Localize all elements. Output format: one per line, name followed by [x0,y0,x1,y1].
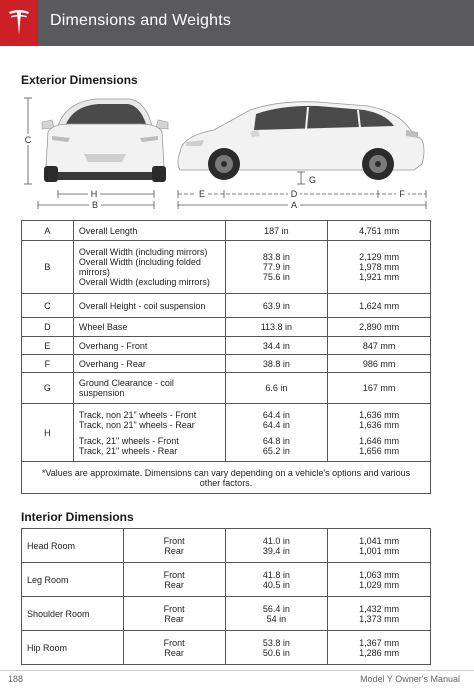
row-position: Front Rear [123,563,225,597]
row-description: Overhang - Front [73,337,225,355]
row-millimeters: 1,367 mm 1,286 mm [328,631,431,665]
row-inches: 113.8 in [225,318,328,337]
label-A: A [290,200,298,210]
row-name: Shoulder Room [22,597,124,631]
table-row [22,355,431,373]
row-inches: 63.9 in [225,294,328,318]
row-description: Ground Clearance - coil suspension [73,373,225,404]
row-inches: 41.0 in 39.4 in [225,529,328,563]
row-letter: F [22,355,74,373]
row-letter: B [22,241,74,294]
label-H: H [90,189,98,199]
row-description: Overall Height - coil suspension [73,294,225,318]
row-name: Head Room [22,529,124,563]
label-B: B [91,200,99,210]
clearance-dimension-marker [297,172,316,185]
exterior-section-title: Exterior Dimensions [21,73,138,87]
exterior-dimensions-table [21,220,431,494]
table-row [22,241,431,294]
page-header [0,0,474,46]
label-F: F [399,189,405,199]
label-C: C [24,135,32,145]
table-row [22,294,431,318]
row-millimeters: 1,041 mm 1,001 mm [328,529,431,563]
row-millimeters: 167 mm [328,373,431,404]
table-row [22,563,431,597]
label-D: D [290,189,298,199]
row-letter: G [22,373,74,404]
interior-dimensions-table [21,528,431,665]
height-dimension-marker [23,98,33,184]
row-name: Leg Room [22,563,124,597]
label-E: E [198,189,206,199]
row-letter: A [22,221,74,241]
manual-name: Model Y Owner's Manual [360,674,460,684]
row-inches: 64.4 in 64.4 in 64.8 in 65.2 in [225,404,328,462]
table-row [22,529,431,563]
row-millimeters: 2,129 mm 1,978 mm 1,921 mm [328,241,431,294]
table-row [22,221,431,241]
row-description: Overall Length [73,221,225,241]
page-title: Dimensions and Weights [50,12,232,29]
footer-divider [0,670,474,671]
row-position: Front Rear [123,529,225,563]
row-description: Overhang - Rear [73,355,225,373]
row-inches: 6.6 in [225,373,328,404]
row-millimeters: 986 mm [328,355,431,373]
row-millimeters: 1,636 mm 1,636 mm 1,646 mm 1,656 mm [328,404,431,462]
row-inches: 41.8 in 40.5 in [225,563,328,597]
row-letter: D [22,318,74,337]
row-inches: 53.8 in 50.6 in [225,631,328,665]
table-row [22,597,431,631]
row-name: Hip Room [22,631,124,665]
row-millimeters: 4,751 mm [328,221,431,241]
row-letter: C [22,294,74,318]
row-inches: 34.4 in [225,337,328,355]
row-millimeters: 2,890 mm [328,318,431,337]
table-row [22,337,431,355]
page-number: 188 [8,674,24,684]
label-G: G [309,175,317,185]
length-dimension-markers [178,189,426,210]
row-description: Track, non 21" wheels - Front Track, non 21" wheels - Rear Track, 21" wheels - Front Track, 21" wheels - Rear [73,404,225,462]
exterior-dimensions-diagram [18,92,438,214]
row-millimeters: 1,624 mm [328,294,431,318]
row-inches: 56.4 in 54 in [225,597,328,631]
table-note-row [22,462,431,494]
row-inches: 38.8 in [225,355,328,373]
row-millimeters: 1,432 mm 1,373 mm [328,597,431,631]
row-description: Overall Width (including mirrors) Overall Width (including folded mirrors) Overall Width (excluding mirrors) [73,241,225,294]
table-row [22,318,431,337]
car-front-view [42,99,168,182]
row-millimeters: 1,063 mm 1,029 mm [328,563,431,597]
row-position: Front Rear [123,597,225,631]
table-row [22,373,431,404]
row-inches: 83.8 in 77.9 in 75.6 in [225,241,328,294]
tesla-logo-icon [7,9,31,37]
row-description: Wheel Base [73,318,225,337]
row-letter: E [22,337,74,355]
interior-section-title: Interior Dimensions [21,510,134,524]
table-row [22,404,431,462]
car-side-view [178,102,424,180]
row-position: Front Rear [123,631,225,665]
approximation-note: *Values are approximate. Dimensions can vary depending on a vehicle's options and various other factors. [22,462,431,494]
width-dimension-markers [38,189,154,210]
row-millimeters: 847 mm [328,337,431,355]
row-letter: H [22,404,74,462]
brand-logo [0,0,38,46]
table-row [22,631,431,665]
row-inches: 187 in [225,221,328,241]
